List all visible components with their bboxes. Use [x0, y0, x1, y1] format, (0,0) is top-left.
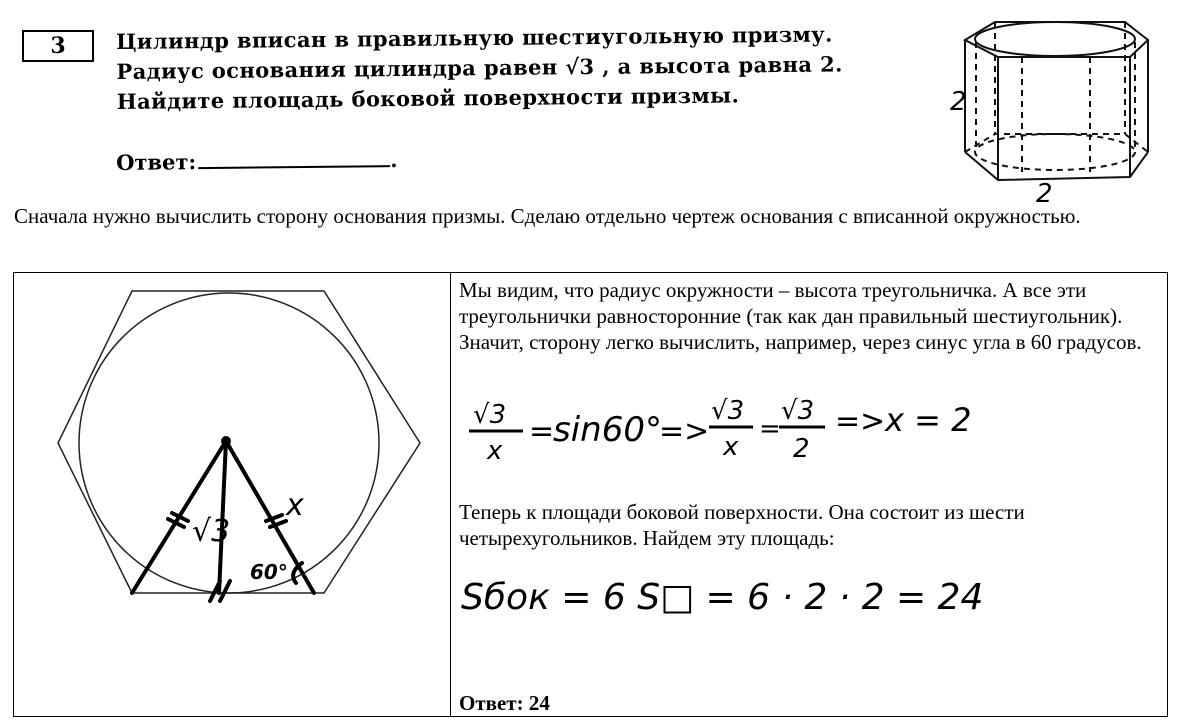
hw-frac3-den: 2	[793, 434, 810, 464]
prism-figure	[940, 12, 1150, 207]
intro-text: Сначала нужно вычислить сторону основания призмы. Сделаю отдельно чертеж основания с вписанной окружностью.	[14, 204, 1081, 228]
solution-table	[13, 272, 1168, 717]
answer-line	[198, 147, 390, 169]
prism-height-label: 2	[950, 87, 967, 117]
prism-side-label: 2	[1036, 179, 1053, 209]
hw-eq-2: =	[759, 414, 781, 444]
hw-frac2-num: √3	[711, 396, 745, 426]
hw-sin: sin60°	[553, 410, 662, 450]
hw-area-formula: Sбок = 6 S□ = 6 · 2 · 2 = 24	[461, 577, 984, 618]
hw-implies-2: =>	[835, 404, 886, 439]
hexagon-figure	[44, 283, 424, 613]
solution-paragraph-1: Мы видим, что радиус окружности – высота треугольничка. А все эти треугольнички равносторонние (так как дан правильный шестиугольник). Значит, сторону легко вычислить, например, через синус угла в 60 градусов.	[459, 278, 1142, 354]
final-answer: Ответ: 24	[459, 691, 550, 715]
hw-frac1-num: √3	[473, 400, 507, 430]
prism-top-face	[965, 22, 1148, 57]
answer-end: .	[390, 147, 398, 173]
answer-blank	[116, 147, 398, 175]
hexagon-base	[58, 291, 420, 593]
cylinder-top-ellipse	[975, 22, 1135, 56]
task-statement	[116, 19, 857, 117]
task-line: Найдите площадь боковой поверхности призмы.	[116, 82, 740, 114]
hw-result: x = 2	[885, 401, 972, 439]
solution-paragraph-2: Теперь к площади боковой поверхности. Она состоит из шести четырехугольников. Найдем эту площадь:	[459, 500, 1025, 550]
table-divider	[450, 273, 451, 716]
handwritten-equation-1	[459, 387, 999, 467]
hw-frac1-den: x	[487, 436, 503, 466]
answer-label: Ответ:	[116, 149, 197, 175]
hw-frac3-num: √3	[781, 396, 815, 426]
side-x-label: x	[286, 488, 304, 523]
hw-implies-1: =>	[659, 414, 710, 449]
hw-eq: =	[529, 414, 555, 449]
center-point	[221, 436, 231, 446]
task-line: Цилиндр вписан в правильную шестиугольную призму.	[116, 21, 833, 54]
radius-label: √3	[192, 514, 231, 549]
task-number: 3	[22, 30, 94, 62]
task-line: Радиус основания цилиндра равен √3 , а высота равна 2.	[116, 51, 843, 84]
handwritten-equation-2	[459, 563, 984, 623]
task-block	[0, 0, 1179, 209]
hw-frac2-den: x	[723, 432, 739, 462]
angle-label: 60°	[250, 560, 288, 584]
